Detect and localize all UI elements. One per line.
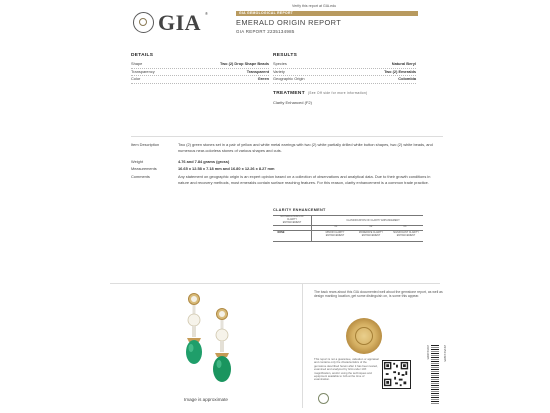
results-row [273, 61, 416, 69]
details-section [131, 53, 269, 84]
comment-label: Measurements [131, 166, 157, 171]
ce-grade: F3 [403, 225, 407, 228]
image-caption: Image is approximate [184, 397, 228, 402]
small-seal-icon [318, 393, 329, 404]
ce-col-header: CLASSIFICATION OF CLARITY ENHANCEMENT [346, 219, 400, 222]
seal-icon [133, 12, 154, 33]
emerald-drop [186, 340, 202, 364]
barcode-icon [431, 345, 439, 405]
comment-text: Any statement on geographic origin is an expert opinion based on a collection of observations and analytical data. Due to their growth conditions in nature and recovery methods, most emeralds contain surface reaching features. For this reason, clarity enhancement is a common trade practice. [178, 174, 431, 185]
report-title: EMERALD ORIGIN REPORT [236, 18, 342, 27]
right-earring [213, 309, 231, 383]
treatment-value: Clarity Enhanced (F2) [273, 100, 312, 105]
earring-pearl [216, 329, 228, 341]
comment-label: Comments [131, 174, 150, 179]
details-key: Shape [131, 61, 143, 66]
ce-col-header: NO INDICATIONS OF CLARITY ENHANCEMENT [280, 215, 304, 224]
details-row [131, 61, 269, 69]
results-title: RESULTS [273, 53, 298, 58]
details-value: Two (2) Drop Shape Beads [220, 61, 269, 66]
results-section [273, 53, 416, 84]
earring-link [193, 305, 196, 314]
earring-top-pearl [219, 311, 225, 317]
results-row [273, 76, 416, 84]
treatment-title-text: TREATMENT [273, 91, 305, 96]
results-value: Colombia [398, 76, 416, 81]
left-earring [186, 294, 202, 365]
details-key: Color [131, 76, 141, 81]
ce-grade-desc: SIGNIFICANT CLARITY ENHANCEMENT [393, 231, 419, 237]
details-row [131, 69, 269, 77]
ce-grade: F2 [369, 225, 373, 228]
results-value: Natural Beryl [391, 61, 416, 66]
clarity-enhancement-title: CLARITY ENHANCEMENT [273, 208, 326, 212]
ce-grade-desc: MODERATE CLARITY ENHANCEMENT [358, 231, 384, 237]
earring-link [192, 326, 196, 337]
gia-logo [131, 10, 211, 36]
details-row [131, 76, 269, 84]
emerald-highlight [189, 344, 194, 352]
results-key: Geographic Origin [273, 76, 305, 81]
treatment-note: (See Off side for more information) [307, 91, 368, 95]
comment-label: Item Description [131, 142, 160, 147]
ce-grade-desc: MINOR CLARITY ENHANCEMENT [325, 231, 345, 237]
emerald-highlight [217, 360, 222, 368]
table-line [311, 215, 312, 241]
earring-link [220, 341, 224, 352]
results-key: Variety [273, 68, 285, 74]
results-row [273, 69, 416, 77]
details-value: Transparent [246, 68, 269, 74]
logo-registered-mark: ® [205, 11, 208, 16]
report-number: GIA REPORT 2235134985 [236, 29, 295, 34]
divider [131, 136, 443, 137]
fold-line [110, 283, 440, 284]
details-title: DETAILS [131, 53, 154, 58]
ce-grade: F1 [334, 225, 338, 228]
details-value: Green [257, 76, 269, 81]
logo-text: GIA [158, 10, 202, 35]
earring-link [221, 320, 224, 329]
qr-code-icon [382, 360, 411, 389]
disclaimer-text: This report is not a guarantee, valuation or appraisal and contains only the characteristics of the gemstone described herein after it has been tested, examined and analyzed by GIA under 10X magnification, and/or using the techniques and equipment available to GIA at the time of examination. [314, 357, 379, 382]
gold-seal-icon [346, 318, 382, 354]
verify-line: Verify this report at GIA.edu [292, 4, 337, 8]
results-value: Two (2) Emeralds [384, 68, 416, 74]
comment-text: 4.76 and 7.84 grams (gross) [178, 159, 230, 164]
results-key: Species [273, 61, 287, 66]
earring-pearl [188, 314, 200, 326]
fold-line [302, 283, 303, 408]
emerald-drop [213, 356, 231, 382]
treatment-title [273, 91, 367, 96]
comment-label: Weight [131, 159, 144, 164]
barcode-number: 2235134985 [443, 345, 447, 362]
earring-top-pearl [191, 296, 197, 302]
clarity-enhancement-table [273, 215, 423, 241]
table-line [273, 241, 423, 242]
earrings-image [170, 290, 250, 390]
comment-text: 16.65 x 12.58 x 7.18 mm and 16.80 x 12.26 x 8.27 mm [178, 166, 275, 171]
barcode-caption: 2235134985 [426, 345, 429, 360]
treatment-section [273, 91, 367, 96]
report-header-bar-text: GIA GEMOLOGICAL REPORT [239, 11, 294, 15]
report-header-bar [236, 11, 418, 16]
comment-text: Two (2) green stones set in a pair of yellow and white metal earrings with two (2) white partially drilled white button shapes, two (2) white beads, and numerous near-colorless stones of various shapes and cuts. [178, 142, 433, 153]
ce-row-label: NONE [277, 231, 285, 234]
back-text: The back rears about this GIA documented well about the gemstone report, as well as design marking location, get some distinguish on, is some this appear. [314, 290, 443, 299]
details-key: Transparency [131, 68, 155, 74]
